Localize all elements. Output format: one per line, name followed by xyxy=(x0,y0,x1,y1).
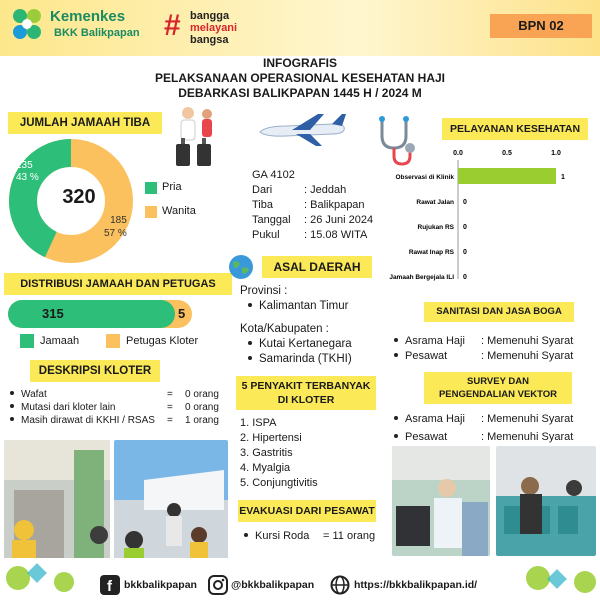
flight-details xyxy=(252,183,373,243)
legend-jamaah-swatch xyxy=(20,334,34,348)
bar xyxy=(458,168,556,184)
disease-item: 3. Gastritis xyxy=(240,447,293,459)
male-pct: 43 % xyxy=(16,172,39,183)
website-link[interactable]: https://bkkbalikpapan.id/ xyxy=(354,579,478,591)
evacuation-row: Kursi Roda = 11 orang xyxy=(242,530,375,542)
value-label: 0 xyxy=(463,224,467,231)
globe-web-icon xyxy=(330,575,350,595)
title-line: PELAKSANAAN OPERASIONAL KESEHATAN HAJI xyxy=(154,71,446,85)
male-label xyxy=(16,160,39,184)
category-label: Observasi di Klinik xyxy=(395,174,454,181)
tick-label: 1.0 xyxy=(551,150,561,157)
value-label: 0 xyxy=(463,249,467,256)
vector-row: Pesawat : Memenuhi Syarat xyxy=(392,428,573,446)
male-count: 135 xyxy=(16,160,33,171)
distribution-bar-jamaah xyxy=(8,300,175,328)
origin-prov-item: Kalimantan Timur xyxy=(240,299,352,314)
brand-sub: BKK Balikpapan xyxy=(54,27,140,39)
disease-item: 2. Hipertensi xyxy=(240,432,302,444)
slogan xyxy=(190,10,237,46)
legend-male-swatch xyxy=(145,182,157,194)
slogan-line: melayani xyxy=(190,22,238,34)
title-line: DEBARKASI BALIKPAPAN 1445 H / 2024 M xyxy=(178,86,422,100)
category-label: Jamaah Bergejala ILI xyxy=(389,274,454,281)
photo-airport xyxy=(114,440,228,560)
jamaah-value: 315 xyxy=(42,306,64,321)
kloter-row: Masih dirawat di KKHI / RSAS = 1 orang xyxy=(8,414,219,427)
tick-label: 0.5 xyxy=(502,150,512,157)
origin-kota-item: Kutai Kertanegara xyxy=(240,337,352,352)
slogan-line: bangsa xyxy=(190,34,229,46)
tick-label: 0.0 xyxy=(453,150,463,157)
disease-item: 1. ISPA xyxy=(240,417,277,429)
female-label xyxy=(104,214,127,240)
kloter-row: Mutasi dari kloter lain = 0 orang xyxy=(8,401,219,414)
vector-list xyxy=(392,410,573,446)
flight-row: Pukul : 15.08 WITA xyxy=(252,229,368,241)
arrivals-heading: JUMLAH JAMAAH TIBA xyxy=(8,112,162,134)
vector-heading: SURVEY DAN PENGENDALIAN VEKTOR xyxy=(424,372,572,404)
instagram-icon xyxy=(208,575,228,595)
sanitation-heading: SANITASI DAN JASA BOGA xyxy=(424,302,574,322)
flight-number: GA 4102 xyxy=(252,169,295,181)
title-line: INFOGRAFIS xyxy=(263,56,337,70)
category-label: Rawat Inap RS xyxy=(408,249,454,256)
page-title xyxy=(0,56,600,101)
photo-asrama xyxy=(4,440,110,560)
petugas-value: 5 xyxy=(178,306,186,321)
traveler-icon xyxy=(170,104,220,168)
origin-list xyxy=(240,284,352,367)
origin-kota-item: Samarinda (TKHI) xyxy=(240,352,352,367)
value-label: 0 xyxy=(463,274,467,281)
flight-row: Tanggal : 26 Juni 2024 xyxy=(252,214,374,226)
photo-aircraft-cabin xyxy=(496,446,596,556)
kemenkes-logo-icon xyxy=(10,6,44,44)
arrivals-total: 320 xyxy=(62,186,96,208)
flight-row: Dari : Jeddah xyxy=(252,184,347,196)
legend-petugas: Petugas Kloter xyxy=(126,335,199,347)
sanitation-row: Pesawat : Memenuhi Syarat xyxy=(392,349,573,364)
disease-item: 5. Conjungtivitis xyxy=(240,477,318,489)
category-label: Rujukan RS xyxy=(417,224,454,231)
category-label: Rawat Jalan xyxy=(416,199,454,206)
flight-row: Tiba : Balikpapan xyxy=(252,199,365,211)
female-pct: 57 % xyxy=(104,228,127,239)
photo-clinic xyxy=(392,446,490,556)
legend-female-swatch xyxy=(145,206,157,218)
legend-jamaah: Jamaah xyxy=(40,335,80,347)
vector-row: Asrama Haji : Memenuhi Syarat xyxy=(392,410,573,428)
kloter-row: Wafat = 0 orang xyxy=(8,388,219,401)
sanitation-list xyxy=(392,334,573,364)
kloter-heading: DESKRIPSI KLOTER xyxy=(30,360,160,382)
diseases-heading: 5 PENYAKIT TERBANYAK DI KLOTER xyxy=(236,376,376,410)
legend-female: Wanita xyxy=(162,205,196,217)
facebook-icon xyxy=(100,575,120,595)
globe-icon xyxy=(228,254,254,280)
female-count: 185 xyxy=(110,215,127,226)
hashtag-icon: # xyxy=(164,9,181,42)
origin-kota-label: Kota/Kabupaten : xyxy=(240,323,329,335)
airplane-icon xyxy=(256,110,348,148)
distribution-heading: DISTRIBUSI JAMAAH DAN PETUGAS xyxy=(4,273,232,295)
slogan-line: bangga xyxy=(190,10,230,22)
disease-item: 4. Myalgia xyxy=(240,462,291,474)
instagram-handle[interactable]: @bkkbalikpapan xyxy=(231,579,315,591)
legend-male: Pria xyxy=(162,181,182,193)
kloter-list xyxy=(8,388,219,427)
evacuation-heading: EVAKUASI DARI PESAWAT xyxy=(238,500,376,522)
value-label: 0 xyxy=(463,199,467,206)
code-badge: BPN 02 xyxy=(490,14,592,38)
health-services-heading: PELAYANAN KESEHATAN xyxy=(442,118,588,140)
origin-heading: ASAL DAERAH xyxy=(262,256,372,278)
sanitation-row: Asrama Haji : Memenuhi Syarat xyxy=(392,334,573,349)
origin-prov-label: Provinsi : xyxy=(240,285,288,297)
diseases-list xyxy=(240,416,318,491)
health-services-chart xyxy=(372,146,596,286)
legend-petugas-swatch xyxy=(106,334,120,348)
value-label: 1 xyxy=(561,174,565,181)
facebook-handle[interactable]: bkkbalikpapan xyxy=(124,579,197,591)
svg-text:f: f xyxy=(107,578,112,595)
brand-name: Kemenkes xyxy=(50,8,126,25)
